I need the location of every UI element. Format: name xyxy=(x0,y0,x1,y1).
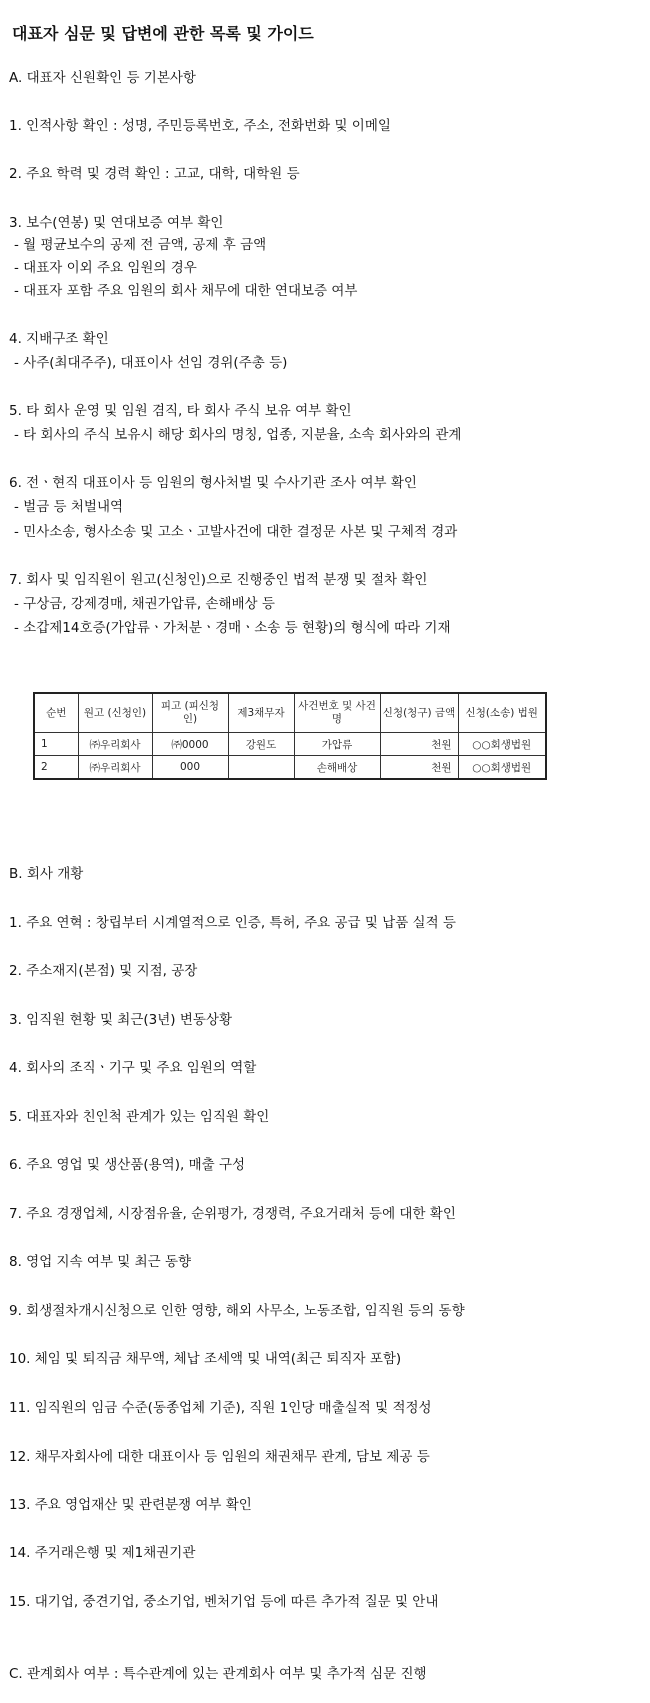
section-a-item: 4. 지배구조 확인 xyxy=(9,331,109,347)
section-b-item: 5. 대표자와 친인척 관계가 있는 임직원 확인 xyxy=(9,1109,270,1125)
section-b-item: 8. 영업 지속 여부 및 최근 동향 xyxy=(9,1254,192,1270)
table-cell: 000 xyxy=(152,756,228,780)
section-b-item: 13. 주요 영업재산 및 관련분쟁 여부 확인 xyxy=(9,1497,252,1513)
table-cell: 가압류 xyxy=(294,733,380,756)
section-a-heading: A. 대표자 신원확인 등 기본사항 xyxy=(9,70,196,86)
section-a-subitem: - 대표자 이외 주요 임원의 경우 xyxy=(14,260,197,276)
table-cell: ㈜우리회사 xyxy=(78,733,152,756)
section-a-subitem: - 민사소송, 형사소송 및 고소ㆍ고발사건에 대한 결정문 사본 및 구체적 경과 xyxy=(14,524,458,540)
table-cell: 2 xyxy=(34,756,78,780)
table-cell: ○○회생법원 xyxy=(458,733,546,756)
section-b-item: 12. 채무자회사에 대한 대표이사 등 임원의 채권채무 관계, 담보 제공 등 xyxy=(9,1449,430,1465)
section-a-subitem: - 벌금 등 처벌내역 xyxy=(14,499,124,515)
section-a-subitem: - 월 평균보수의 공제 전 금액, 공제 후 금액 xyxy=(14,237,267,253)
table-cell: 손해배상 xyxy=(294,756,380,780)
table-cell: ㈜0000 xyxy=(152,733,228,756)
section-b-item: 14. 주거래은행 및 제1채권기관 xyxy=(9,1545,196,1561)
table-cell: 천원 xyxy=(380,733,458,756)
table-header-cell: 순번 xyxy=(34,693,78,733)
section-a-subitem: - 타 회사의 주식 보유시 해당 회사의 명칭, 업종, 지분율, 소속 회사와의 관계 xyxy=(14,427,462,443)
table-cell: ○○회생법원 xyxy=(458,756,546,780)
section-a-item: 5. 타 회사 운영 및 임원 겸직, 타 회사 주식 보유 여부 확인 xyxy=(9,403,352,419)
table-cell: 1 xyxy=(34,733,78,756)
section-b-heading: B. 회사 개황 xyxy=(9,866,84,882)
table-row xyxy=(34,733,546,756)
section-b-item: 2. 주소재지(본점) 및 지점, 공장 xyxy=(9,963,198,979)
table-header-cell: 신청(소송) 법원 xyxy=(458,693,546,733)
table-header-cell: 신청(청구) 금액 xyxy=(380,693,458,733)
section-b-item: 15. 대기업, 중견기업, 중소기업, 벤처기업 등에 따른 추가적 질문 및 안내 xyxy=(9,1594,439,1610)
table-header-cell: 피고 (피신청인) xyxy=(152,693,228,733)
section-a-subitem: - 소갑제14호증(가압류ㆍ가처분ㆍ경매ㆍ소송 등 현황)의 형식에 따라 기재 xyxy=(14,620,451,636)
claims-table xyxy=(33,692,547,780)
table-header-cell: 제3채무자 xyxy=(228,693,294,733)
table-cell: 강원도 xyxy=(228,733,294,756)
section-a-item: 6. 전ㆍ현직 대표이사 등 임원의 형사처벌 및 수사기관 조사 여부 확인 xyxy=(9,475,417,491)
table-cell xyxy=(228,756,294,780)
document-title: 대표자 심문 및 답변에 관한 목록 및 가이드 xyxy=(12,24,314,43)
section-a-subitem: - 사주(최대주주), 대표이사 선임 경위(주총 등) xyxy=(14,355,288,371)
table-cell: ㈜우리회사 xyxy=(78,756,152,780)
section-b-item: 9. 회생절차개시신청으로 인한 영향, 해외 사무소, 노동조합, 임직원 등의 동향 xyxy=(9,1303,465,1319)
section-b-item: 6. 주요 영업 및 생산품(용역), 매출 구성 xyxy=(9,1157,246,1173)
section-c-heading: C. 관계회사 여부 : 특수관계에 있는 관계회사 여부 및 추가적 심문 진행 xyxy=(9,1666,427,1682)
section-a-item: 2. 주요 학력 및 경력 확인 : 고교, 대학, 대학원 등 xyxy=(9,166,300,182)
table-header-cell: 원고 (신청인) xyxy=(78,693,152,733)
section-a-item: 1. 인적사항 확인 : 성명, 주민등록번호, 주소, 전화번화 및 이메일 xyxy=(9,118,391,134)
section-b-item: 11. 임직원의 임금 수준(동종업체 기준), 직원 1인당 매출실적 및 적정성 xyxy=(9,1400,432,1416)
section-b-item: 10. 체임 및 퇴직금 채무액, 체납 조세액 및 내역(최근 퇴직자 포함) xyxy=(9,1351,402,1367)
section-b-item: 3. 임직원 현황 및 최근(3년) 변동상황 xyxy=(9,1012,232,1028)
section-a-subitem: - 구상금, 강제경매, 채권가압류, 손해배상 등 xyxy=(14,596,275,612)
section-b-item: 1. 주요 연혁 : 창립부터 시계열적으로 인증, 특허, 주요 공급 및 납품 실적 등 xyxy=(9,915,456,931)
section-b-item: 4. 회사의 조직ㆍ기구 및 주요 임원의 역할 xyxy=(9,1060,257,1076)
table-header-row xyxy=(34,693,546,733)
table-header-cell: 사건번호 및 사건명 xyxy=(294,693,380,733)
section-a-item: 3. 보수(연봉) 및 연대보증 여부 확인 xyxy=(9,215,224,231)
section-a-item: 7. 회사 및 임직원이 원고(신청인)으로 진행중인 법적 분쟁 및 절차 확인 xyxy=(9,572,428,588)
table-row xyxy=(34,756,546,780)
section-b-item: 7. 주요 경쟁업체, 시장점유율, 순위평가, 경쟁력, 주요거래처 등에 대한 확인 xyxy=(9,1206,456,1222)
section-a-subitem: - 대표자 포함 주요 임원의 회사 채무에 대한 연대보증 여부 xyxy=(14,283,358,299)
table-cell: 천원 xyxy=(380,756,458,780)
